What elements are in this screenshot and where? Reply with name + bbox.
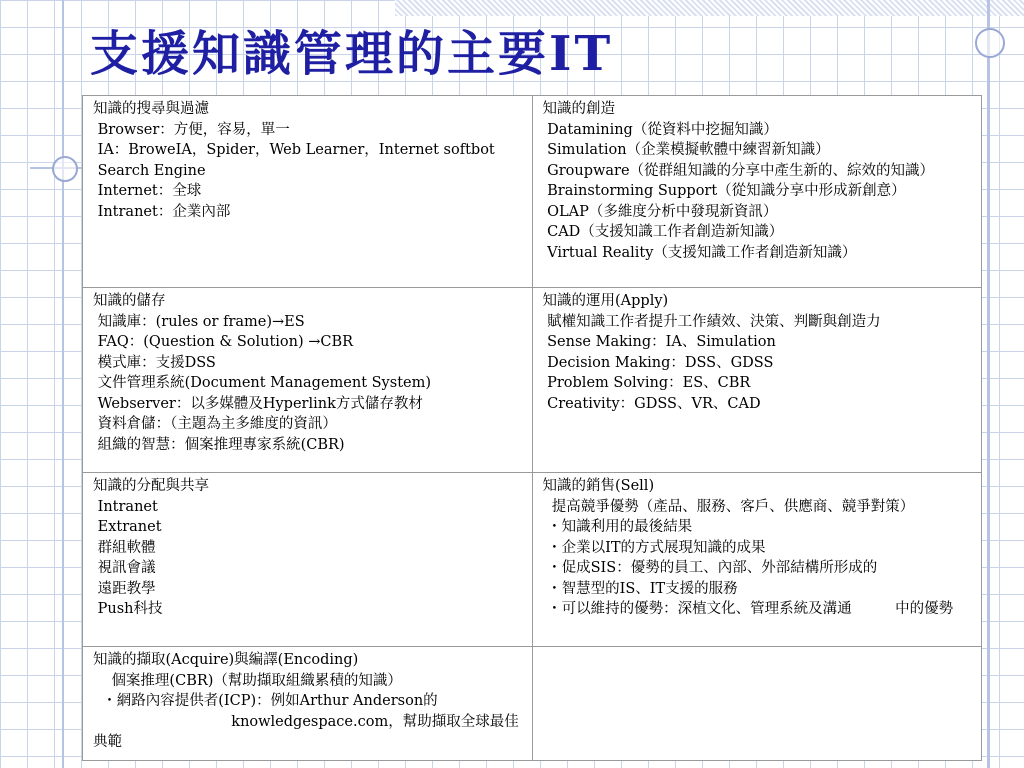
cell-line: 文件管理系統(Document Management System): [93, 375, 432, 391]
cell-line: Sense Making：IA、Simulation: [542, 334, 776, 350]
cell-line: 賦權知識工作者提升工作績效、決策、判斷與創造力: [542, 313, 881, 330]
cell-line: 個案推理(CBR)（幫助擷取組織累積的知識）: [93, 672, 402, 689]
cell-line: 提高競爭優勢（產品、服務、客戶、供應商、競爭對策）: [542, 498, 915, 515]
cell-line: Browser：方便，容易，單一: [93, 121, 290, 138]
cell-line: Webserver：以多媒體及Hyperlink方式儲存教材: [93, 395, 423, 412]
cell-heading: 知識的銷售(Sell): [542, 478, 655, 494]
cell-line: ・企業以IT的方式展現知識的成果: [542, 539, 766, 556]
cell-line: ・知識利用的最後結果: [542, 519, 693, 535]
cell-line: 資料倉儲：（主題為主多維度的資訊）: [93, 416, 337, 432]
cell-line: Brainstorming Support（從知識分享中形成新創意）: [542, 183, 906, 199]
cell-apply: [532, 288, 982, 473]
cell-line: Simulation（企業模擬軟體中練習新知識）: [542, 142, 830, 158]
it-knowledge-table: [82, 95, 982, 761]
cell-line: OLAP（多維度分析中發現新資訊）: [542, 203, 778, 220]
cell-heading: 知識的儲存: [93, 293, 166, 309]
cell-line: ・可以維持的優勢：深植文化、管理系統及溝通 中的優勢: [542, 601, 954, 617]
cell-line: Search Engine: [93, 162, 206, 179]
cell-line: CAD（支援知識工作者創造新知識）: [542, 224, 784, 240]
cell-create: [532, 96, 982, 288]
cell-sell: [532, 473, 982, 647]
cell-heading: 知識的擷取(Acquire)與編譯(Encoding): [93, 652, 359, 668]
cell-line: Problem Solving：ES、CBR: [542, 375, 751, 391]
cell-line: Extranet: [93, 519, 162, 535]
cell-line: ・智慧型的IS、IT支援的服務: [542, 580, 738, 597]
top-right-circle-decor: [975, 28, 1005, 58]
cell-line: IA：BroweIA，Spider，Web Learner，Internet softbot: [93, 142, 495, 158]
cell-acquire: [83, 647, 533, 761]
cell-search: [83, 96, 533, 288]
cell-share: [83, 473, 533, 647]
cell-heading: 知識的創造: [542, 101, 615, 117]
cell-line: 群組軟體: [93, 539, 156, 556]
cell-line: 知識庫：(rules or frame)→ES: [93, 313, 305, 330]
cell-line: 模式庫：支援DSS: [93, 354, 216, 371]
top-pattern-band: [395, 0, 1024, 16]
cell-line: 視訊會議: [93, 560, 156, 576]
cell-empty: [532, 647, 982, 761]
cell-line: Internet：全球: [93, 183, 202, 199]
cell-line: Groupware（從群組知識的分享中產生新的、綜效的知識）: [542, 162, 935, 179]
cell-storage: [83, 288, 533, 473]
cell-heading: 知識的運用(Apply): [542, 293, 669, 309]
cell-line: Creativity：GDSS、VR、CAD: [542, 395, 761, 412]
cell-line: ・網路內容提供者(ICP)：例如Arthur Anderson的: [93, 693, 438, 709]
cell-heading: 知識的分配與共享: [93, 478, 209, 494]
cell-line: FAQ：(Question & Solution) →CBR: [93, 334, 354, 350]
cell-line: Decision Making：DSS、GDSS: [542, 354, 774, 371]
slide-title: 支援知識管理的主要IT: [90, 26, 614, 82]
cell-line: Intranet: [93, 498, 158, 515]
right-decor-bar: [987, 0, 990, 768]
cell-line: Virtual Reality（支援知識工作者創造新知識）: [542, 244, 857, 261]
cell-line: Intranet：企業內部: [93, 203, 231, 220]
cell-line: Datamining（從資料中挖掘知識）: [542, 121, 778, 138]
left-decor-bar: [62, 0, 64, 768]
cell-line: ・促成SIS：優勢的員工、內部、外部結構所形成的: [542, 560, 878, 576]
cell-line: Push科技: [93, 601, 163, 617]
cell-line: 組織的智慧：個案推理專家系統(CBR): [93, 436, 345, 453]
left-circle-decor: [52, 156, 78, 182]
cell-heading: 知識的搜尋與過濾: [93, 101, 209, 117]
cell-line: 遠距教學: [93, 580, 156, 597]
cell-line: knowledgespace.com，幫助擷取全球最佳典範: [93, 713, 519, 750]
